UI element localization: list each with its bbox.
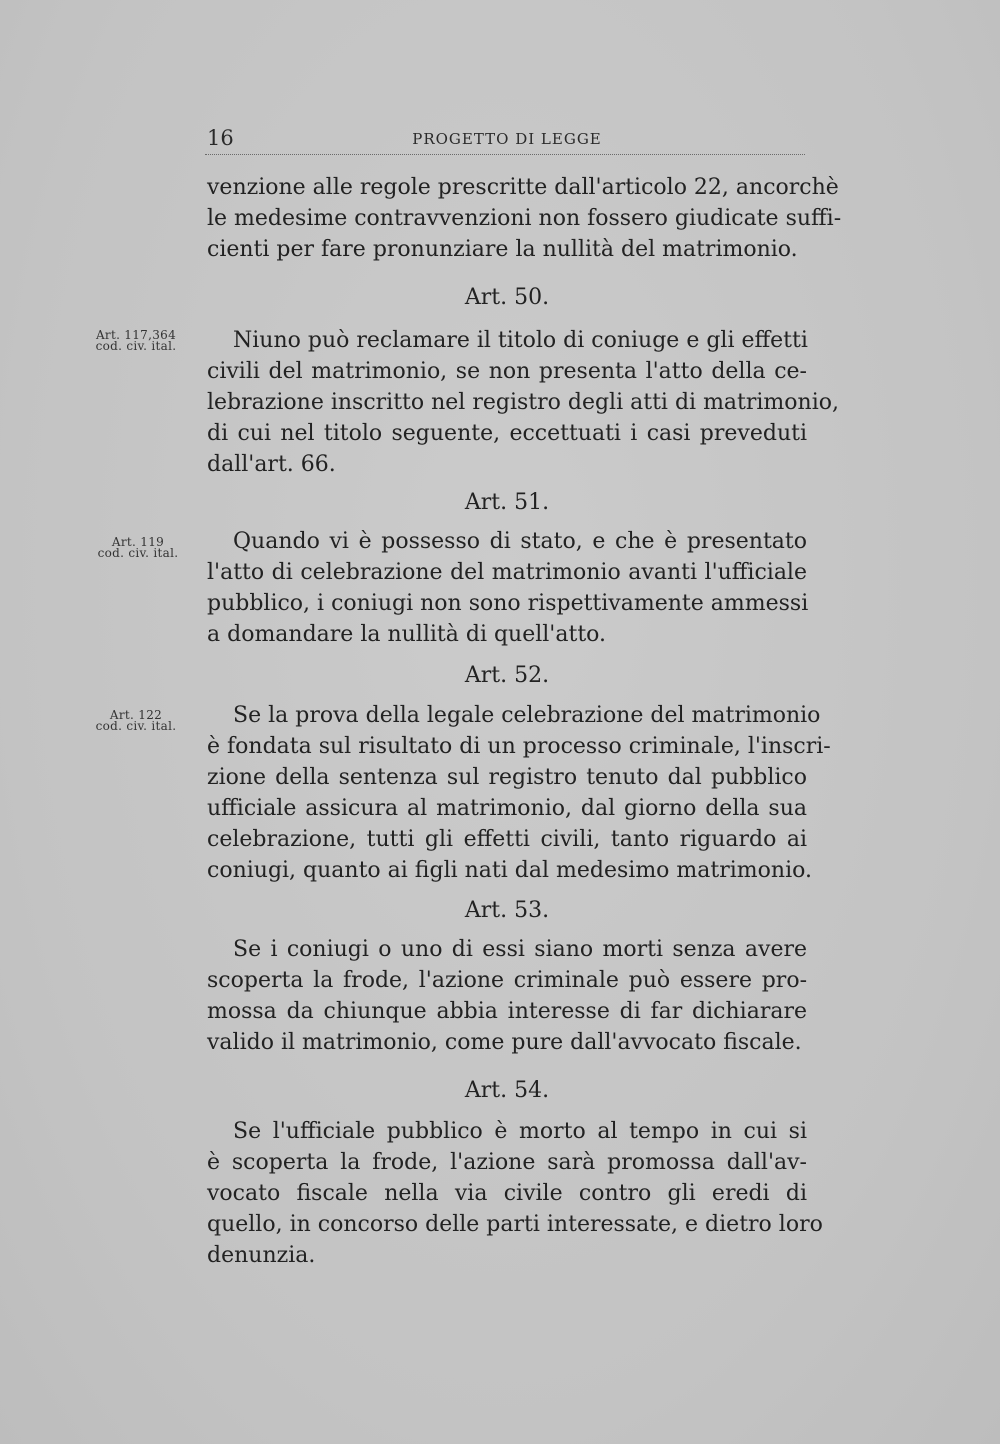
margin-note-line: Art. 117,364 (95, 328, 177, 342)
article-51-paragraph (207, 526, 807, 650)
article-50-paragraph (207, 325, 839, 480)
article-52-heading: Art. 52. (464, 663, 550, 688)
text-line: Se la prova della legale celebrazione del matrimonio (233, 703, 821, 728)
article-53-paragraph (207, 934, 807, 1058)
text-line: Quando vi è possesso di stato, e che è presentato (233, 529, 807, 554)
text-line: è scoperta la frode, l'azione sarà promossa dall'av- (207, 1150, 807, 1175)
text-line: zione della sentenza sul registro tenuto dal pubblico (207, 765, 807, 790)
text-line: Se i coniugi o uno di essi siano morti senza avere (233, 937, 807, 962)
text-line: venzione alle regole prescritte dall'articolo 22, ancorchè (207, 175, 839, 200)
text-line: pubblico, i coniugi non sono rispettivamente ammessi (207, 591, 809, 616)
running-title: PROGETTO DI LEGGE (412, 130, 602, 148)
text-line: quello, in concorso delle parti interessate, e dietro loro (207, 1212, 823, 1237)
text-line: mossa da chiunque abbia interesse di far dichiarare (207, 999, 807, 1024)
margin-note-line: Art. 122 (109, 708, 163, 722)
intro-paragraph (207, 172, 842, 265)
text-line: celebrazione, tutti gli effetti civili, tanto riguardo ai (207, 827, 807, 852)
text-line: l'atto di celebrazione del matrimonio avanti l'ufficiale (207, 560, 807, 585)
text-line: le medesime contravvenzioni non fossero giudicate suffi- (207, 206, 842, 231)
running-head (207, 126, 807, 154)
article-51-margin-note (88, 537, 188, 559)
header-rule (205, 154, 805, 155)
text-line: cienti per fare pronunziare la nullità del matrimonio. (207, 237, 798, 262)
article-52-margin-note (86, 710, 186, 732)
article-50-heading: Art. 50. (464, 285, 550, 310)
text-line: ufficiale assicura al matrimonio, dal giorno della sua (207, 796, 807, 821)
margin-note-line: cod. civ. ital. (95, 339, 177, 353)
article-51-heading: Art. 51. (464, 490, 550, 515)
text-line: lebrazione inscritto nel registro degli atti di matrimonio, (207, 390, 839, 415)
text-line: di cui nel titolo seguente, eccettuati i casi preveduti (207, 421, 807, 446)
margin-note-line: cod. civ. ital. (97, 546, 179, 560)
text-line: a domandare la nullità di quell'atto. (207, 622, 607, 647)
text-line: è fondata sul risultato di un processo criminale, l'inscri- (207, 734, 831, 759)
text-line: coniugi, quanto ai figli nati dal medesimo matrimonio. (207, 858, 812, 883)
text-line: Se l'ufficiale pubblico è morto al tempo in cui si (233, 1119, 807, 1144)
article-54-heading: Art. 54. (464, 1078, 550, 1103)
text-line: civili del matrimonio, se non presenta l'atto della ce- (207, 359, 807, 384)
page-number: 16 (207, 126, 234, 150)
text-line: vocato fiscale nella via civile contro gli eredi di (207, 1181, 807, 1206)
article-52-paragraph (207, 700, 831, 886)
text-line: denunzia. (207, 1243, 316, 1268)
article-54-paragraph (207, 1116, 823, 1271)
text-line: scoperta la frode, l'azione criminale può essere pro- (207, 968, 807, 993)
margin-note-line: cod. civ. ital. (95, 719, 177, 733)
article-53-heading: Art. 53. (464, 898, 550, 923)
article-50-margin-note (86, 330, 186, 352)
text-line: valido il matrimonio, come pure dall'avvocato fiscale. (207, 1030, 802, 1055)
text-line: dall'art. 66. (207, 452, 336, 477)
margin-note-line: Art. 119 (111, 535, 165, 549)
text-line: Niuno può reclamare il titolo di coniuge e gli effetti (233, 328, 808, 353)
